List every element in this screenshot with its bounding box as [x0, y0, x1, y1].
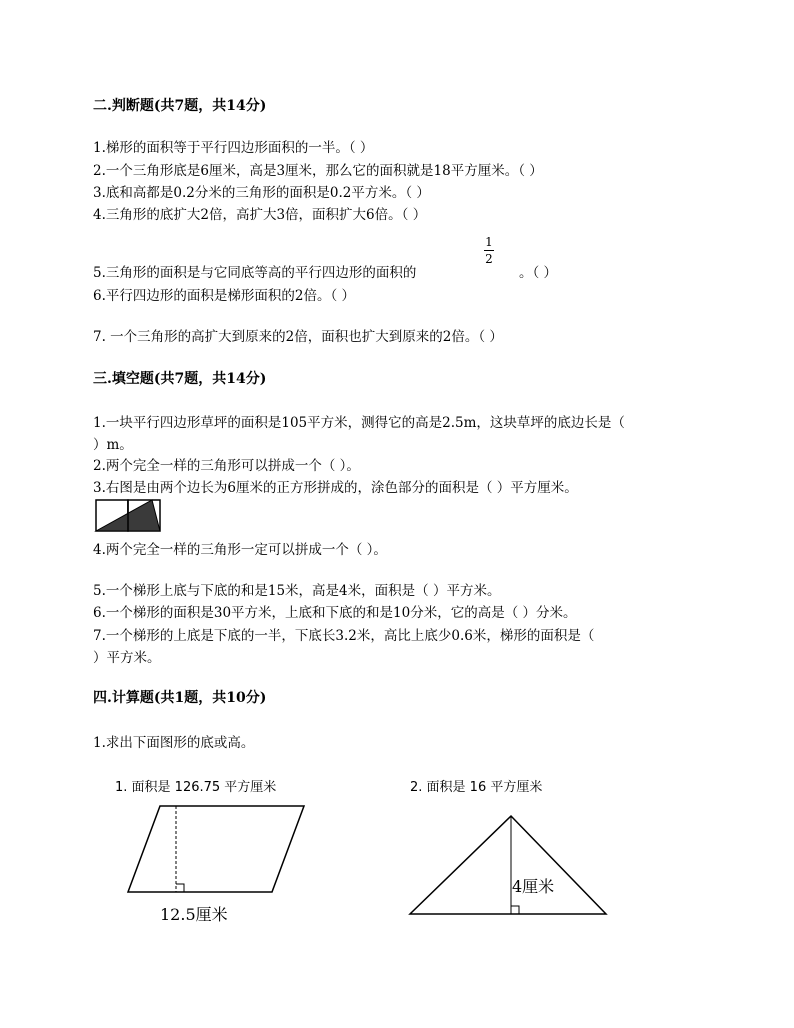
parallelogram-figure	[128, 804, 306, 896]
judgement-question-2: 2.一个三角形底是6厘米，高是3厘米，那么它的面积就是18平方厘米。（ ）	[93, 163, 543, 179]
right-angle-mark	[511, 906, 519, 914]
figure2-label: 2. 面积是 16 平方厘米	[410, 780, 543, 795]
section-heading-fill-in: 三.填空题(共7题，共14分)	[93, 371, 267, 387]
fill-question-7-line1: 7.一个梯形的上底是下底的一半，下底长3.2米，高比上底少0.6米，梯形的面积是（	[93, 628, 595, 644]
fill-question-1-line1: 1.一块平行四边形草坪的面积是105平方米，测得它的高是2.5m，这块草坪的底边长是（	[93, 415, 625, 431]
fill-question-4: 4.两个完全一样的三角形一定可以拼成一个（ ）。	[93, 542, 387, 558]
judgement-question-6: 6.平行四边形的面积是梯形面积的2倍。（ ）	[93, 288, 356, 304]
fill-question-1-line2: ）m。	[93, 437, 133, 453]
judgement-question-4: 4.三角形的底扩大2倍，高扩大3倍，面积扩大6倍。（ ）	[93, 207, 427, 223]
fill-question-5: 5.一个梯形上底与下底的和是15米，高是4米，面积是（ ）平方米。	[93, 583, 501, 599]
fill-question-7-line2: ）平方米。	[93, 650, 161, 666]
judgement-question-3: 3.底和高都是0.2分米的三角形的面积是0.2平方米。（ ）	[93, 185, 430, 201]
judgement-question-5-end: 。（ ）	[519, 265, 558, 281]
triangle-outline	[410, 816, 606, 914]
fill-question-3: 3.右图是由两个边长为6厘米的正方形拼成的，涂色部分的面积是（ ）平方厘米。	[93, 480, 578, 496]
triangle-figure	[408, 814, 608, 916]
section-heading-calculation: 四.计算题(共1题，共10分)	[93, 690, 267, 706]
judgement-question-1: 1.梯形的面积等于平行四边形面积的一半。（ ）	[93, 140, 374, 156]
right-angle-mark	[176, 884, 184, 892]
figure1-label: 1. 面积是 126.75 平方厘米	[115, 780, 277, 795]
fraction-denominator: 2	[485, 252, 493, 266]
two-squares-shaded-figure	[95, 499, 161, 533]
figure1-base-measure: 12.5厘米	[160, 905, 228, 924]
fraction-numerator: 1	[485, 235, 493, 249]
calc-question-1: 1.求出下面图形的底或高。	[93, 735, 255, 751]
fill-question-2: 2.两个完全一样的三角形可以拼成一个（ ）。	[93, 458, 360, 474]
figure2-height-measure: 4厘米	[512, 877, 555, 896]
fraction-one-half	[484, 236, 494, 265]
fill-question-6: 6.一个梯形的面积是30平方米，上底和下底的和是10分米，它的高是（ ）分米。	[93, 605, 577, 621]
parallelogram-outline	[128, 806, 304, 892]
judgement-question-5-text: 5.三角形的面积是与它同底等高的平行四边形的面积的	[93, 265, 417, 281]
judgement-question-7: 7. 一个三角形的高扩大到原来的2倍，面积也扩大到原来的2倍。（ ）	[93, 329, 503, 345]
fraction-bar	[484, 250, 494, 251]
section-heading-judgement: 二.判断题(共7题，共14分)	[93, 98, 267, 114]
